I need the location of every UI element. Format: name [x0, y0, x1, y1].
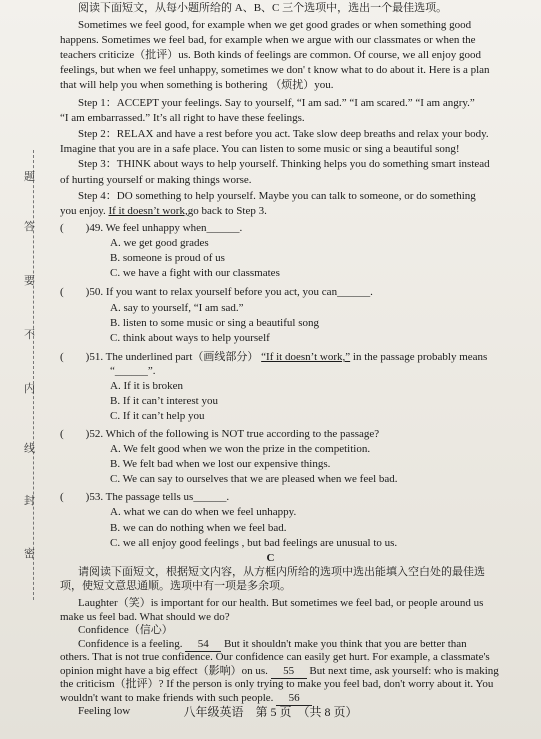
section-c-paragraph: make us feel bad. What should we do?	[60, 610, 230, 623]
option-a: A. say to yourself, “I am sad.”	[110, 302, 244, 314]
answer-paren-close: )	[85, 286, 90, 298]
margin-char: 不	[24, 329, 35, 341]
option-c: C. We can say to ourselves that we are pleased when we feel bad.	[110, 473, 398, 485]
question-blank: “______”.	[110, 365, 156, 377]
question-number: 53.	[89, 491, 104, 503]
option-b: B. someone is proud of us	[110, 252, 225, 264]
passage-line: Imagine that you are in a safe place. You can listen to some music or sing a beautiful song!	[60, 143, 460, 155]
cloze-blank-55[interactable]: 55	[271, 665, 307, 679]
option-c: C. we have a fight with our classmates	[110, 267, 280, 279]
question-blank: ______.	[193, 491, 230, 503]
underlined-part: If it doesn’t work,	[108, 205, 188, 217]
option-c: C. think about ways to help yourself	[110, 332, 270, 344]
question-50	[60, 286, 533, 299]
answer-paren-close: )	[85, 428, 90, 440]
section-c-paragraph	[60, 678, 533, 691]
option-c: C. If it can’t help you	[110, 410, 205, 422]
answer-paren-open: (	[60, 351, 64, 363]
margin-char: 内	[24, 383, 35, 395]
passage-line: Step 1：ACCEPT your feelings. Say to yourself, “I am sad.” “I am scared.” “I am angry.”	[78, 97, 475, 109]
option-a: A. If it is broken	[110, 380, 184, 392]
cloze-blank-54[interactable]: 54	[185, 638, 221, 652]
answer-paren-close: )	[85, 491, 90, 503]
paragraph-text: wouldn't want to make friends with such people.	[60, 691, 277, 704]
answer-paren-open: (	[60, 491, 64, 503]
question-number: 50.	[89, 286, 104, 298]
option-b: B. If it can’t interest you	[110, 395, 218, 407]
option-b: B. We felt bad when we lost our expensive things.	[110, 458, 331, 470]
passage-line: “I am embarrassed.” It’s all right to have these feelings.	[60, 112, 305, 124]
section-c-paragraph	[78, 638, 533, 652]
question-stem: Which of the following is NOT true according to the passage?	[105, 428, 380, 440]
paragraph-text: But it shouldn't make you think that you are better than	[221, 637, 467, 650]
margin-char: 线	[24, 443, 35, 455]
question-51	[60, 351, 533, 364]
answer-paren-close: )	[85, 351, 90, 363]
margin-char: 封	[24, 495, 35, 507]
question-52	[60, 428, 533, 441]
question-number: 52.	[89, 428, 104, 440]
question-blank: ______.	[337, 286, 373, 298]
passage-line: that will help you when something is bothering （烦扰）you.	[60, 79, 334, 91]
cloze-blank-56[interactable]: 56	[276, 692, 312, 706]
paragraph-text: Confidence is a feeling.	[78, 637, 186, 650]
paragraph-text: But next time, ask yourself: who is making	[306, 664, 499, 677]
paragraph-text: others. That is not true confidence. Our confidence can easily get hurt. For example, a classmate's	[60, 651, 490, 663]
answer-paren-open: (	[60, 428, 64, 440]
question-49	[60, 222, 533, 235]
option-a: A. we get good grades	[110, 237, 209, 249]
option-a: A. We felt good when we won the prize in the competition.	[110, 443, 371, 455]
page-footer: 八年级英语 第 5 页 （共 8 页）	[183, 705, 358, 719]
passage-line: teachers criticize（批评）us. Both kinds of feelings are common. Of course, we all enjoy good	[60, 49, 481, 61]
answer-paren-close: )	[85, 222, 90, 234]
paragraph-text: opinion might have a big effect（影响）on us.	[60, 664, 271, 677]
question-53	[60, 491, 533, 504]
option-a: A. what we can do when we feel unhappy.	[110, 506, 297, 518]
paragraph-text: the criticism（批评）? If the person is only trying to make you feel bad, don't worry about it. You	[60, 678, 494, 690]
question-stem: If you want to relax yourself before you act, you can	[105, 286, 338, 298]
passage-line: feelings, but when we feel unhappy, sometimes we don' t know what to do about it. Here is a plan	[60, 64, 490, 76]
answer-paren-open: (	[60, 286, 64, 298]
passage-line: Sometimes we feel good, for example when we get good grades or when something good	[78, 19, 472, 31]
section-c-letter: C	[266, 552, 275, 564]
passage-text: go back to Step 3.	[187, 205, 267, 217]
section-c-heading: Confidence（信心）	[78, 624, 173, 636]
question-number: 51.	[89, 351, 104, 363]
question-stem: The passage tells us	[105, 491, 194, 503]
section-c-paragraph	[60, 665, 533, 679]
margin-char: 答	[24, 221, 35, 233]
section-c-paragraph: Laughter（笑）is important for our health. But sometimes we feel bad, or people around us	[78, 597, 484, 609]
passage-line: happens. Sometimes we feel bad, for example when we argue with our classmates or when the	[60, 34, 476, 46]
passage-text: you enjoy.	[60, 205, 106, 217]
section-c-instruction: 请阅读下面短文，根据短文内容，从方框内所给的选项中选出能填入空白处的最佳选	[78, 566, 485, 578]
question-blank: ______.	[206, 222, 243, 234]
binding-margin	[0, 0, 60, 739]
answer-paren-open: (	[60, 222, 64, 234]
passage-line: Step 4：DO something to help yourself. Maybe you can talk to someone, or do something	[78, 190, 476, 202]
option-b: B. listen to some music or sing a beautiful song	[110, 317, 319, 329]
passage-line: Step 3：THINK about ways to help yourself. Thinking helps you do something smart instead	[78, 158, 490, 170]
margin-char: 题	[24, 171, 35, 183]
passage-line: of hurting yourself or making things worse.	[60, 174, 252, 186]
passage-line: Step 2：RELAX and have a rest before you act. Take slow deep breaths and relax your body.	[78, 128, 489, 140]
passage-instruction: 阅读下面短文，从每小题所给的 A、B、C 三个选项中，选出一个最佳选项。	[78, 2, 448, 14]
quoted-phrase: “If it doesn’t work,”	[261, 351, 351, 363]
question-stem: We feel unhappy when	[105, 222, 207, 234]
option-b: B. we can do nothing when we feel bad.	[110, 522, 287, 534]
passage-line	[60, 205, 533, 218]
margin-char: 要	[24, 275, 35, 287]
question-stem-tail: in the passage probably means	[352, 351, 488, 363]
section-c-instruction: 项，使短文意思通顺。选项中有一项是多余项。	[60, 580, 291, 592]
option-c: C. we all enjoy good feelings , but bad feelings are unusual to us.	[110, 537, 398, 549]
question-number: 49.	[89, 222, 104, 234]
section-c-paragraph	[60, 651, 533, 664]
margin-char: 密	[24, 548, 35, 560]
question-stem: The underlined part（画线部分）	[105, 351, 259, 363]
section-c-heading: Feeling low	[78, 705, 131, 717]
